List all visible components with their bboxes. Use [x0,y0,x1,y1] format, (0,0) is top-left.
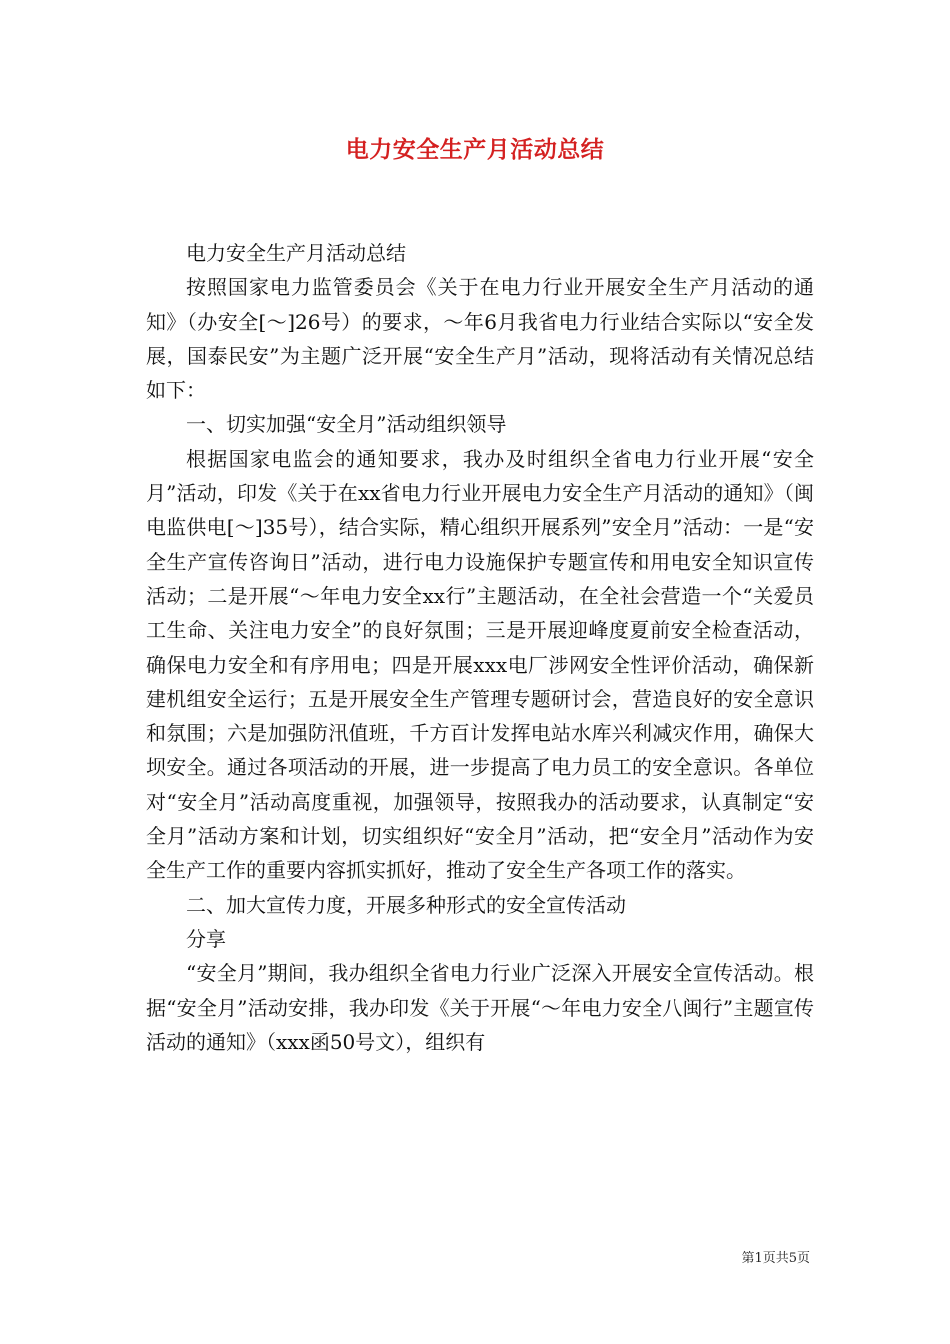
page-number: 第1页共5页 [741,1251,810,1266]
section-heading-1: 一、切实加强“安全月”活动组织领导 [186,412,507,437]
paragraph-section-1: 根据国家电监会的通知要求，我办及时组织全省电力行业开展“安全月”活动，印发《关于在xx省电力行业开展电力安全生产月活动的通知》（闽电监供电[～]35号），结合实际，精心组织开展系列”安全月”活动：一是“安全生产宣传咨询日”活动，进行电力设施保护专题宣传和用电安全知识宣传活动；二是开展“～年电力安全xx行”主题活动，在全社会营造一个“关爱员工生命、关注电力安全”的良好氛围；三是开展迎峰度夏前安全检查活动，确保电力安全和有序用电；四是开展xxx电厂涉网安全性评价活动，确保新建机组安全运行；五是开展安全生产管理专题研讨会，营造良好的安全意识和氛围；六是加强防汛值班，千方百计发挥电站水库兴利减灾作用，确保大坝安全。通过各项活动的开展，进一步提高了电力员工的安全意识。各单位对“安全月”活动高度重视，加强领导，按照我办的活动要求，认真制定“安全月”活动方案和计划，切实组织好“安全月”活动，把“安全月”活动作为安全生产工作的重要内容抓实抓好，推动了安全生产各项工作的落实。 [146,446,814,883]
paragraph-section-2: “安全月”期间，我办组织全省电力行业广泛深入开展安全宣传活动。根据“安全月”活动安排，我办印发《关于开展“～年电力安全八闽行”主题宣传活动的通知》（xxx函50号文），组织有 [146,961,814,1054]
page-title: 电力安全生产月活动总结 [345,136,605,163]
paragraph-intro: 按照国家电力监管委员会《关于在电力行业开展安全生产月活动的通知》（办安全[～]26号）的要求，～年6月我省电力行业结合实际以“安全发展，国泰民安”为主题广泛开展“安全生产月”活动，现将活动有关情况总结如下： [146,275,814,403]
paragraph-share: 分享 [186,926,226,951]
paragraph-heading: 电力安全生产月活动总结 [186,241,406,265]
section-heading-2: 二、加大宣传力度，开展多种形式的安全宣传活动 [186,892,626,917]
document-body [146,236,814,1059]
